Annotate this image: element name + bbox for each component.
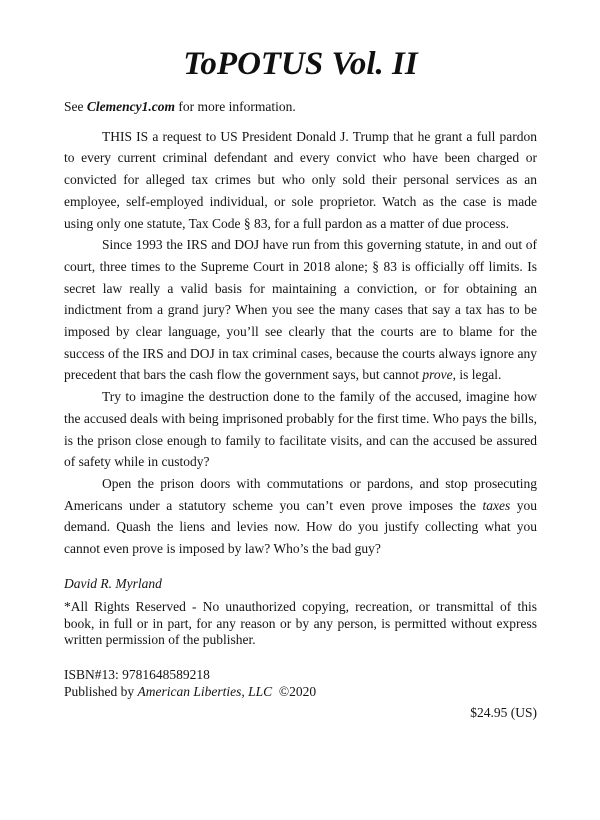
page-title: ToPOTUS Vol. II — [183, 46, 418, 82]
paragraph-2: Since 1993 the IRS and DOJ have run from this governing statute, in and out of court, three times to the Supreme Court in 2018 alone; § 83 is officially off limits. Is secret law really a valid basis for maintaining a conviction, or for obtaining an indictment from a grand jury? When you see the many cases that say a tax has to be imposed by clear language, you’ll see clearly that the courts are to blame for the success of the IRS and DOJ in tax criminal cases, because the courts always ignore any precedent that bars the cash flow the government says, but cannot prove, is legal. — [64, 237, 537, 383]
isbn-line: ISBN#13: 9781648589218 — [64, 667, 210, 683]
body-paragraphs — [64, 126, 537, 560]
paragraph-3: Try to imagine the destruction done to the family of the accused, imagine how the accused deals with being imprisoned probably for the first time. Who pays the bills, is the prison close enough to family to facilitate visits, and can the accused be assured of safety while in custody? — [64, 389, 537, 470]
rights-notice: *All Rights Reserved - No unauthorized copying, recreation, or transmittal of this book, in full or in part, for any reason or by any person, is permitted without express written permission of the publisher. — [64, 598, 537, 648]
paragraph-1: THIS IS a request to US President Donald J. Trump that he grant a full pardon to every current criminal defendant and every convict who have been charged or convicted for alleged tax crimes but who only sold their personal services as an employee, self-employed individual, or sole proprietor. Watch as the case is made using only one statute, Tax Code § 83, for a full pardon as a matter of due process. — [64, 128, 537, 231]
author-signature: David R. Myrland — [64, 575, 162, 591]
book-back-cover-page — [0, 44, 600, 820]
price-label: $24.95 (US) — [470, 704, 537, 720]
website-reference-line: See Clemency1.com for more information. — [64, 99, 296, 114]
paragraph-4: Open the prison doors with commutations or pardons, and stop prosecuting Americans under a statutory scheme you can’t even prove imposes the taxes you demand. Quash the liens and levies now. How do you justify collecting what you cannot even prove is imposed by law? Who’s the bad guy? — [64, 475, 537, 557]
published-by-line: Published by American Liberties, LLC ©2020 — [64, 683, 317, 699]
publisher-block — [64, 667, 537, 701]
